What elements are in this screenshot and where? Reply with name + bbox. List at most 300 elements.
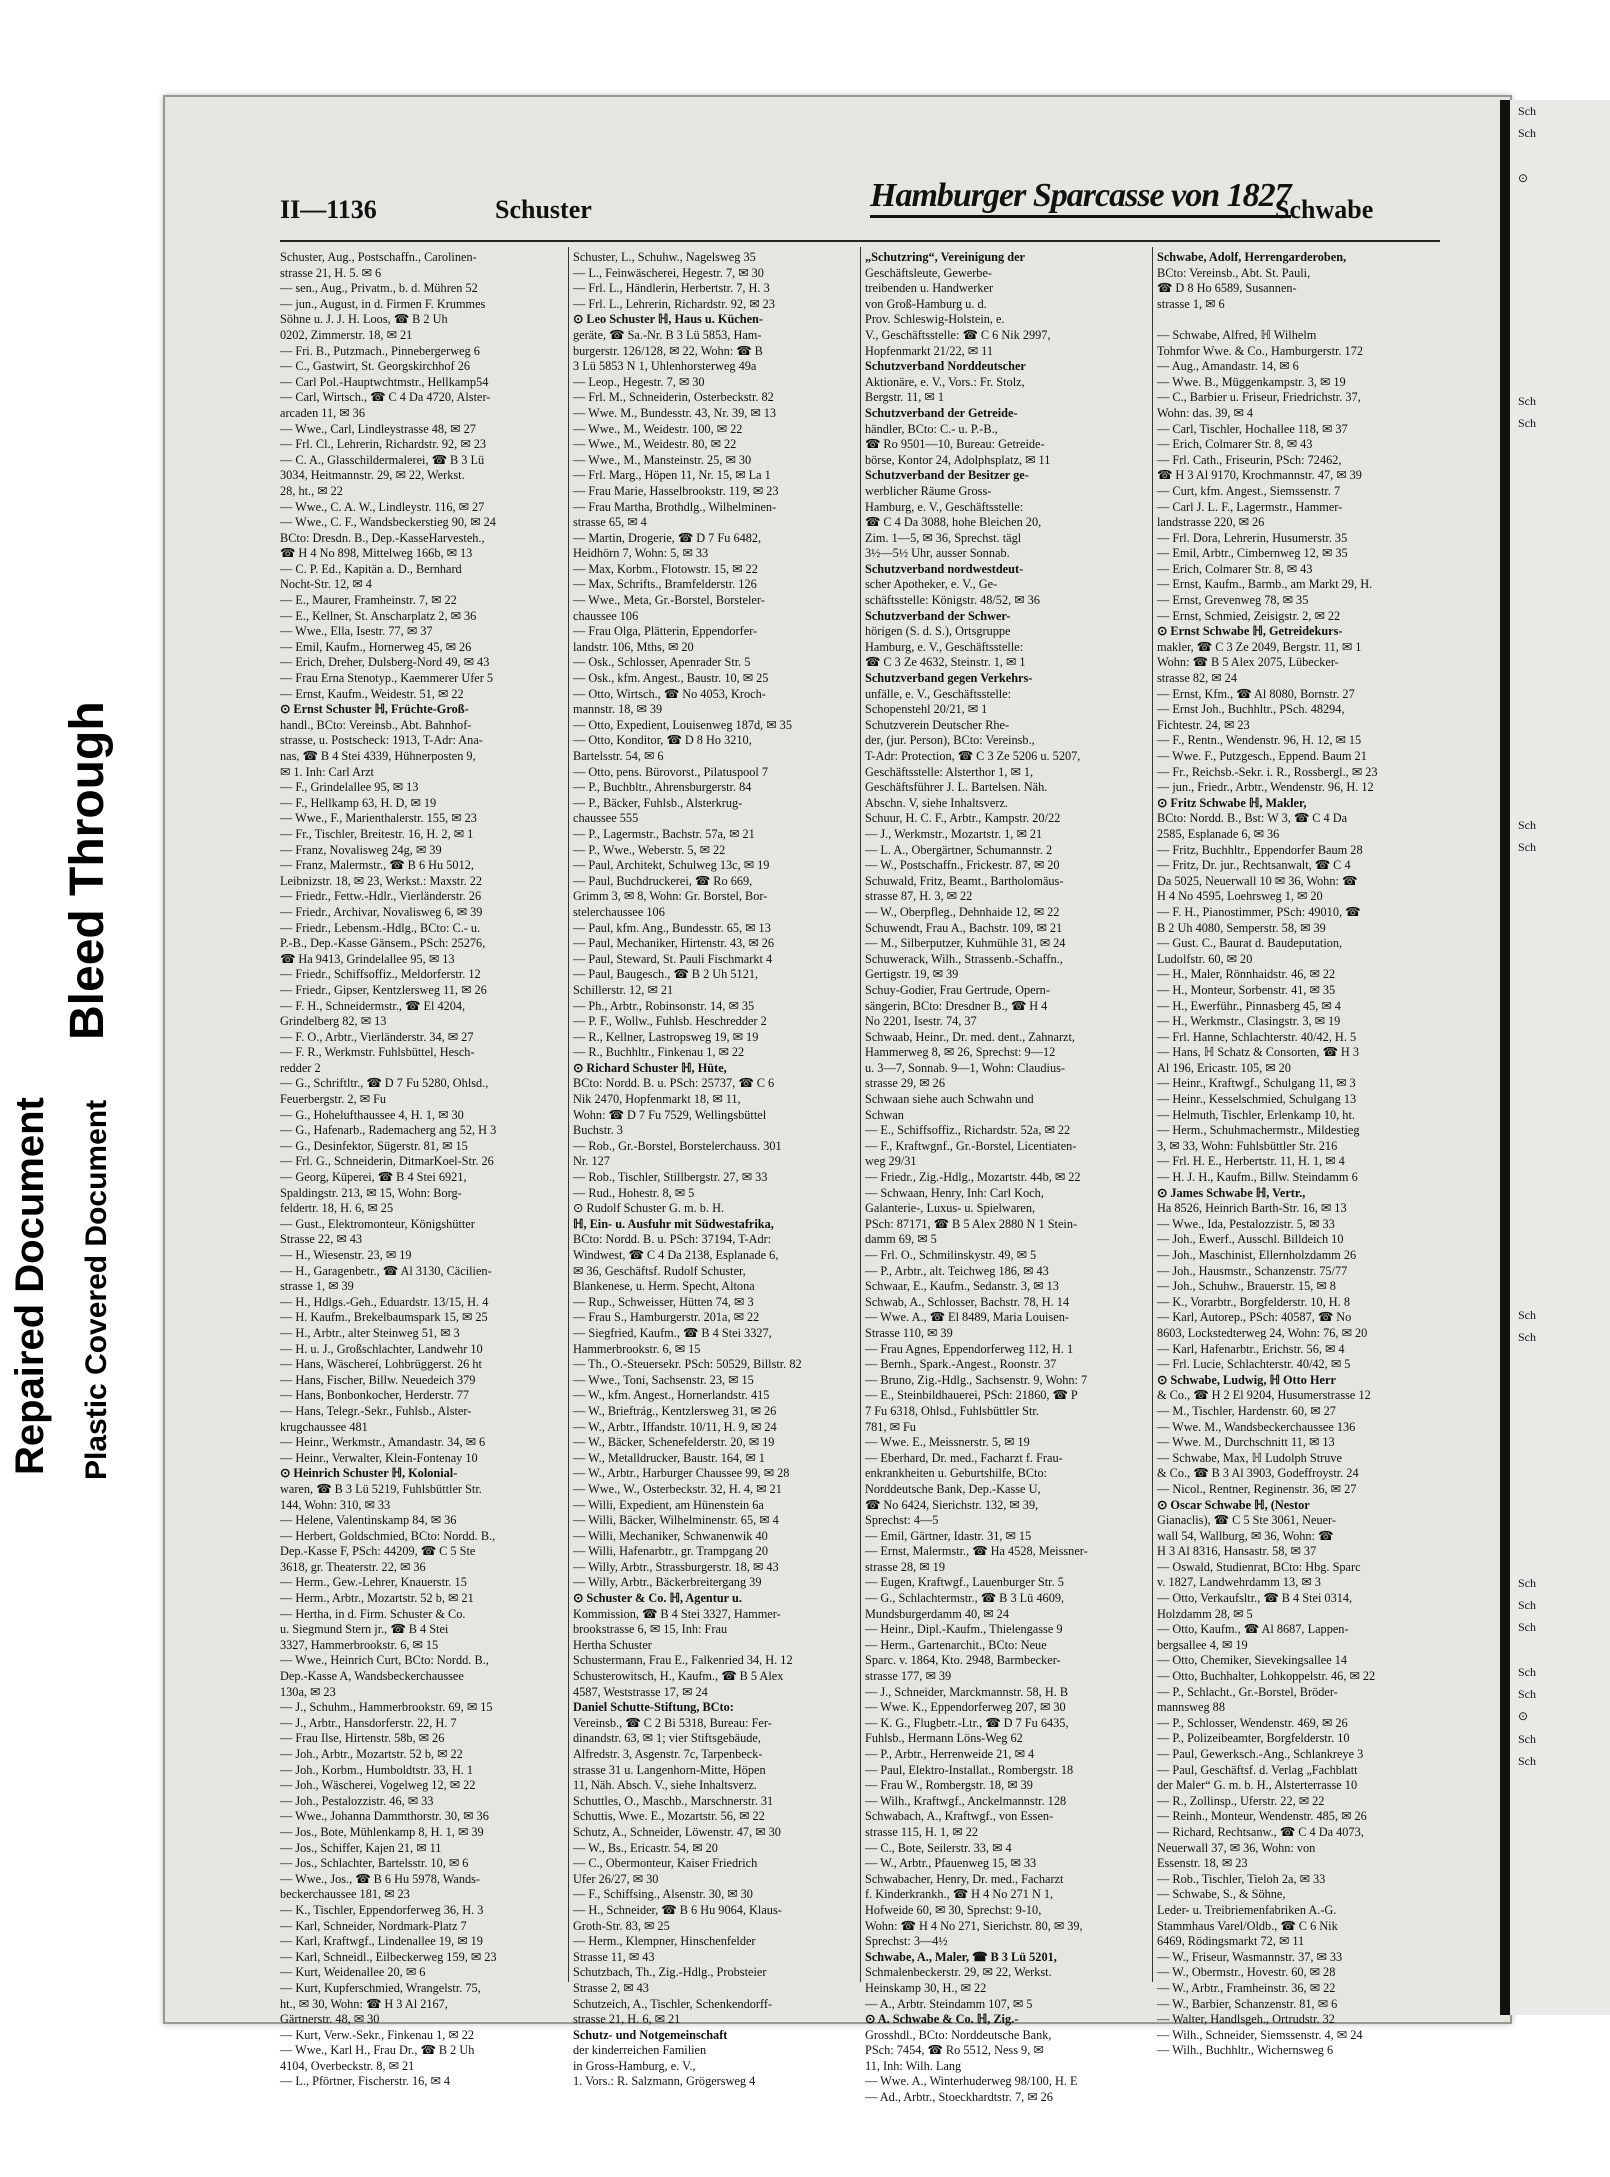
entry-line: — Wilh., Buchhltr., Wichernsweg 6: [1157, 2043, 1334, 2058]
entry-line: — P. F., Wollw., Fuhlsb. Heschredder 2: [573, 1014, 767, 1029]
adjacent-page-fragment: [1510, 747, 1610, 769]
column-divider: [860, 247, 861, 1982]
entry-line: — Frau Marie, Hasselbrookstr. 119, ✉ 23: [573, 483, 779, 498]
adjacent-page-fragment: ⊙: [1518, 1709, 1529, 1724]
adjacent-page-fragment: [1510, 568, 1610, 590]
entry-line: redder 2: [280, 1060, 321, 1075]
entry-line: u. Siegmund Stern jr., ☎ B 4 Stei: [280, 1622, 449, 1637]
adjacent-page-fragment: [1510, 992, 1610, 1014]
entry-line: — C., Obermonteur, Kaiser Friedrich: [573, 1856, 758, 1871]
entry-line: — Friedr., Fettw.-Hdlr., Vierländerstr. 26: [280, 889, 482, 904]
adjacent-page-fragment: Sch: [1518, 393, 1536, 408]
entry-line: waren, ☎ B 3 Lü 5219, Fuhlsbüttler Str.: [280, 1481, 482, 1496]
entry-line: — Martin, Drogerie, ☎ D 7 Fu 6482,: [573, 530, 762, 545]
entry-line: Bartelsstr. 54, ✉ 6: [573, 749, 664, 763]
entry-line: — A., Arbtr. Steindamm 107, ✉ 5: [865, 1996, 1033, 2011]
entry-line: — Rob., Tischler, Tieloh 2a, ✉ 33: [1157, 1871, 1326, 1886]
entry-line: — F., Rentn., Wendenstr. 96, H. 12, ✉ 15: [1157, 733, 1362, 748]
entry-line: — Gust., Elektromonteur, Königshütter: [280, 1216, 475, 1231]
entry-line: hörigen (S. d. S.), Ortsgruppe: [865, 624, 1011, 639]
entry-line: weg 29/31: [865, 1154, 917, 1169]
entry-line: — Wwe., Ida, Pestalozzistr. 5, ✉ 33: [1157, 1216, 1335, 1231]
adjacent-page-fragment: [1510, 1438, 1610, 1460]
entry-line: — Wwe., Carl, Lindleystrasse 48, ✉ 27: [280, 421, 476, 436]
entry-line: — H., Monteur, Sorbenstr. 41, ✉ 35: [1157, 982, 1336, 997]
entry-line: ⊙ Leo Schuster ℍ, Haus u. Küchen-: [573, 312, 763, 327]
entry-line: Hofweide 60, ✉ 30, Sprechst: 9-10,: [865, 1902, 1042, 1917]
entry-line: — Ernst, Kfm., ☎ Al 8080, Bornstr. 27: [1157, 686, 1355, 701]
entry-line: — Wwe., Johanna Dammthorstr. 30, ✉ 36: [280, 1809, 489, 1824]
entry-line: ⊙ Richard Schuster ℍ, Hüte,: [573, 1060, 727, 1075]
entry-line: — Eberhard, Dr. med., Facharzt f. Frau-: [865, 1450, 1063, 1465]
entry-line: — Willy, Arbtr., Bäckerbreitergang 39: [573, 1575, 762, 1590]
entry-line: 2585, Esplanade 6, ✉ 36: [1157, 826, 1280, 841]
entry-line: — Otto, Buchhalter, Lohkoppelstr. 46, ✉ 22: [1157, 1669, 1376, 1684]
adjacent-page-fragment: [1510, 702, 1610, 724]
entry-line: der kinderreichen Familien: [573, 2043, 707, 2058]
entry-line: — G., Desinfektor, Sügerstr. 81, ✉ 15: [280, 1138, 468, 1153]
entry-line: H 3 Al 8316, Hansastr. 58, ✉ 37: [1157, 1544, 1317, 1559]
entry-line: — H. J. H., Kaufm., Billw. Steindamm 6: [1157, 1170, 1358, 1185]
entry-line: — Wwe., C. A. W., Lindleystr. 116, ✉ 27: [280, 499, 485, 514]
entry-line: — P., Buchbltr., Ahrensburgerstr. 84: [573, 780, 752, 795]
entry-line: 3618, gr. Theaterstr. 22, ✉ 36: [280, 1559, 426, 1574]
entry-line: mannstr. 18, ✉ 39: [573, 702, 663, 717]
entry-line: 3034, Heitmannstr. 29, ✉ 22, Werkst.: [280, 468, 465, 483]
entry-line: ☎ Ha 9413, Grindelallee 95, ✉ 13: [280, 951, 455, 966]
entry-line: — C., Bote, Seilerstr. 33, ✉ 4: [865, 1840, 1012, 1855]
entry-line: Schutzverein Deutscher Rhe-: [865, 717, 1010, 732]
entry-line: ⊙ Rudolf Schuster G. m. b. H.: [573, 1201, 725, 1216]
entry-line: krugchaussee 481: [280, 1419, 368, 1434]
entry-line: Schwan: [865, 1107, 904, 1122]
entry-line: — Kurt, Verw.-Sekr., Finkenau 1, ✉ 22: [280, 2027, 475, 2042]
adjacent-page-fragment: [1510, 524, 1610, 546]
entry-line: Essenstr. 18, ✉ 23: [1157, 1856, 1248, 1871]
entry-line: 4587, Weststrasse 17, ✉ 24: [573, 1684, 708, 1699]
adjacent-page-fragment: [1510, 769, 1610, 791]
entry-line: — G., Schriftltr., ☎ D 7 Fu 5280, Ohlsd.,: [280, 1076, 489, 1091]
entry-line: — Paul, Architekt, Schulweg 13c, ✉ 19: [573, 858, 770, 873]
entry-line: — Wwe. M., Bundesstr. 43, Nr. 39, ✉ 13: [573, 405, 777, 420]
entry-line: Grosshdl., BCto: Norddeutsche Bank,: [865, 2027, 1052, 2042]
adjacent-page-fragment: [1510, 635, 1610, 657]
entry-line: — Frl. Dora, Lehrerin, Husumerstr. 35: [1157, 530, 1348, 545]
entry-line: — Willi, Bäcker, Wilhelminenstr. 65, ✉ 4: [573, 1513, 779, 1528]
entry-line: — Max, Schrifts., Bramfelderstr. 126: [573, 577, 757, 592]
entry-line: — Otto, Wirtsch., ☎ No 4053, Kroch-: [573, 686, 766, 701]
entry-line: Mundsburgerdamm 40, ✉ 24: [865, 1606, 1009, 1621]
entry-line: 28, ht., ✉ 22: [280, 483, 343, 498]
entry-line: strasse 1, ✉ 39: [280, 1279, 354, 1294]
entry-line: damm 69, ✉ 5: [865, 1232, 937, 1247]
entry-line: Ufer 26/27, ✉ 30: [573, 1871, 659, 1886]
entry-line: [1157, 312, 1439, 328]
entry-line: — C. A., Glasschildermalerei, ☎ B 3 Lü: [280, 452, 485, 467]
entry-line: Schutzverband Norddeutscher: [865, 359, 1026, 374]
entry-line: — F. O., Arbtr., Vierländerstr. 34, ✉ 27: [280, 1029, 474, 1044]
adjacent-page-fragment: [1510, 501, 1610, 523]
entry-line: — sen., Aug., Privatm., b. d. Mühren 52: [280, 281, 478, 296]
adjacent-page-fragment: [1510, 1371, 1610, 1393]
entry-line: — W., Oberpfleg., Dehnhaide 12, ✉ 22: [865, 904, 1060, 919]
entry-line: burgerstr. 126/128, ✉ 22, Wohn: ☎ B: [573, 343, 763, 358]
entry-line: — F., Hellkamp 63, H. D, ✉ 19: [280, 795, 437, 810]
entry-line: — Frl. G., Schneiderin, DitmarKoel-Str. 26: [280, 1154, 494, 1169]
entry-line: — Carl J. L. F., Lagermstr., Hammer-: [1157, 499, 1343, 514]
entry-line: — K., Vorarbtr., Borgfelderstr. 10, H. 8: [1157, 1294, 1350, 1309]
entry-line: — Wwe., F., Marienthalerstr. 155, ✉ 23: [280, 811, 477, 826]
entry-line: Leder- u. Treibriemenfabriken A.-G.: [1157, 1902, 1337, 1917]
entry-line: — Emil, Gärtner, Idastr. 31, ✉ 15: [865, 1528, 1032, 1543]
entry-line: ⊙ Ernst Schwabe ℍ, Getreidekurs-: [1157, 624, 1343, 639]
entry-line: wall 54, Wallburg, ✉ 36, Wohn: ☎: [1157, 1528, 1334, 1543]
adjacent-page-fragment: [1510, 970, 1610, 992]
entry-line: — Nicol., Rentner, Reginenstr. 36, ✉ 27: [1157, 1481, 1357, 1496]
adjacent-page-fragment: [1510, 1126, 1610, 1148]
entry-line: Ha 8526, Heinrich Barth-Str. 16, ✉ 13: [1157, 1201, 1347, 1216]
entry-line: — Frl. L., Händlerin, Herbertstr. 7, H. 3: [573, 281, 770, 296]
entry-line: B 2 Uh 4080, Semperstr. 58, ✉ 39: [1157, 920, 1326, 935]
entry-line: 781, ✉ Fu: [865, 1419, 916, 1434]
entry-line: strasse 65, ✉ 4: [573, 515, 647, 530]
entry-line: — Jos., Schlachter, Bartelsstr. 10, ✉ 6: [280, 1856, 469, 1871]
adjacent-page-fragment: [1510, 1505, 1610, 1527]
entry-line: — Fritz, Dr. jur., Rechtsanwalt, ☎ C 4: [1157, 858, 1351, 873]
entry-line: — J., Arbtr., Hansdorferstr. 22, H. 7: [280, 1715, 457, 1730]
entry-line: Hamburg, e. V., Geschäftsstelle:: [865, 499, 1024, 514]
entry-line: Schwabe, A., Maler, ☎ B 3 Lü 5201,: [865, 1949, 1057, 1964]
entry-line: — Rob., Tischler, Stillbergstr. 27, ✉ 33: [573, 1170, 768, 1185]
entry-line: — F. H., Pianostimmer, PSch: 49010, ☎: [1157, 904, 1361, 919]
entry-line: ☎ H 3 Al 9170, Krochmannstr. 47, ✉ 39: [1157, 468, 1362, 483]
entry-line: — Franz, Novalisweg 24g, ✉ 39: [280, 842, 442, 857]
entry-line: 3, ✉ 33, Wohn: Fuhlsbüttler Str. 216: [1157, 1138, 1338, 1153]
entry-line: Nocht-Str. 12, ✉ 4: [280, 577, 372, 592]
entry-line: — Wwe., M., Mansteinstr. 25, ✉ 30: [573, 452, 752, 467]
entry-line: — P., Polizeibeamter, Borgfelderstr. 10: [1157, 1731, 1350, 1746]
entry-line: Sprechst: 3—4½: [865, 1934, 948, 1949]
entry-line: Schuwald, Fritz, Beamt., Bartholomäus-: [865, 873, 1064, 888]
entry-line: v. 1827, Landwehrdamm 13, ✉ 3: [1157, 1575, 1321, 1590]
entry-line: — Carl, Wirtsch., ☎ C 4 Da 4720, Alster-: [280, 390, 491, 405]
adjacent-page-fragment: [1510, 724, 1610, 746]
entry-line: — jun., August, in d. Firmen F. Krummes: [280, 296, 486, 311]
entry-line: Spaldingstr. 213, ✉ 15, Wohn: Borg-: [280, 1185, 462, 1200]
entry-line: — W., Arbtr., Framheinstr. 36, ✉ 22: [1157, 1980, 1336, 1995]
entry-line: f. Kinderkrankh., ☎ H 4 No 271 N 1,: [865, 1887, 1054, 1902]
entry-line: — Wwe., M., Weidestr. 100, ✉ 22: [573, 421, 743, 436]
entry-line: — W., Barbier, Schanzenstr. 81, ✉ 6: [1157, 1996, 1338, 2011]
entry-line: Schutzverband nordwestdeut-: [865, 561, 1024, 576]
entry-line: — Wilh., Kraftwgf., Anckelmannstr. 128: [865, 1793, 1067, 1808]
entry-line: geräte, ☎ Sa.-Nr. B 3 Lü 5853, Ham-: [573, 327, 762, 342]
entry-line: Dep.-Kasse A, Wandsbeckerchaussee: [280, 1669, 464, 1684]
entry-line: — Ernst, Kaufm., Weidestr. 51, ✉ 22: [280, 686, 464, 701]
entry-line: 8603, Lockstedterweg 24, Wohn: 76, ✉ 20: [1157, 1325, 1368, 1340]
entry-line: Fichtestr. 24, ✉ 23: [1157, 717, 1250, 732]
entry-line: — Otto, Verkaufsltr., ☎ B 4 Stei 0314,: [1157, 1591, 1353, 1606]
entry-line: Schutz, A., Schneider, Löwenstr. 47, ✉ 30: [573, 1824, 781, 1839]
entry-line: — Joh., Maschinist, Ellernholzdamm 26: [1157, 1248, 1357, 1262]
entry-line: werblicher Räume Gross-: [865, 483, 992, 498]
entry-line: — F. H., Schneidermstr., ☎ El 4204,: [280, 998, 466, 1013]
adjacent-page-fragment: [1510, 1282, 1610, 1304]
entry-line: Geschäftsführer J. L. Bartelsen. Näh.: [865, 780, 1048, 795]
entry-line: strasse 28, ✉ 19: [865, 1559, 945, 1574]
entry-line: — Helmuth, Tischler, Erlenkamp 10, ht.: [1157, 1107, 1355, 1122]
entry-line: — H., Ewerführ., Pinnasberg 45, ✉ 4: [1157, 998, 1341, 1013]
entry-line: — H., Hdlgs.-Geh., Eduardstr. 13/15, H. 4: [280, 1294, 489, 1309]
entry-line: — H., Wiesenstr. 23, ✉ 19: [280, 1248, 412, 1262]
entry-line: — R., Kellner, Lastropsweg 19, ✉ 19: [573, 1029, 759, 1044]
entry-line: strasse 31 u. Langenhorn-Mitte, Höpen: [573, 1762, 766, 1777]
entry-line: — Schwaan, Henry, Inh: Carl Koch,: [865, 1185, 1044, 1200]
entry-line: — Wwe., Heinrich Curt, BCto: Nordd. B.,: [280, 1653, 489, 1668]
entry-line: — P., Schlosser, Wendenstr. 469, ✉ 26: [1157, 1715, 1348, 1730]
entry-line: — L., Feinwäscherei, Hegestr. 7, ✉ 30: [573, 265, 764, 280]
entry-line: — Frau Ilse, Hirtenstr. 58b, ✉ 26: [280, 1731, 445, 1746]
entry-line: beckerchaussee 181, ✉ 23: [280, 1887, 410, 1902]
entry-line: — W., Arbtr., Harburger Chaussee 99, ✉ 28: [573, 1466, 790, 1481]
sparcasse-logo: Hamburger Sparcasse von 1827: [870, 177, 1291, 218]
entry-line: No 2201, Isestr. 74, 37: [865, 1014, 977, 1029]
entry-line: Schutzverband gegen Verkehrs-: [865, 671, 1033, 686]
adjacent-page-fragment: [1510, 1215, 1610, 1237]
entry-line: 11, Näh. Absch. V., siehe Inhaltsverz.: [573, 1778, 757, 1793]
adjacent-page-fragment: ⊙: [1518, 170, 1529, 185]
entry-line: Hammerweg 8, ✉ 26, Sprechst: 9—12: [865, 1045, 1056, 1060]
entry-line: — Paul, kfm. Ang., Bundesstr. 65, ✉ 13: [573, 920, 771, 935]
entry-line: ☎ H 4 No 898, Mittelweg 166b, ✉ 13: [280, 546, 473, 561]
entry-line: 144, Wohn: 310, ✉ 33: [280, 1497, 391, 1512]
entry-line: V., Geschäftsstelle: ☎ C 6 Nik 2997,: [865, 327, 1051, 342]
entry-line: — Karl, Kraftwgf., Lindenallee 19, ✉ 19: [280, 1934, 483, 1949]
entry-line: — Reinh., Monteur, Wendenstr. 485, ✉ 26: [1157, 1809, 1367, 1824]
entry-line: chaussee 555: [573, 811, 639, 826]
entry-line: — K., Tischler, Eppendorferweg 36, H. 3: [280, 1902, 484, 1917]
entry-line: 0202, Zimmerstr. 18, ✉ 21: [280, 327, 413, 342]
entry-line: Buchstr. 3: [573, 1123, 623, 1138]
entry-line: Leibnizstr. 18, ✉ 23, Werkst.: Maxstr. 22: [280, 873, 483, 888]
entry-line: — Joh., Hausmstr., Schanzenstr. 75/77: [1157, 1263, 1348, 1278]
adjacent-page-fragment: Sch: [1518, 1664, 1536, 1679]
entry-line: — Osk., kfm. Angest., Baustr. 10, ✉ 25: [573, 671, 769, 686]
entry-line: Norddeutsche Bank, Dep.-Kasse U,: [865, 1481, 1041, 1496]
entry-line: — Max, Korbm., Flotowstr. 15, ✉ 22: [573, 561, 758, 576]
entry-line: — Jos., Schiffer, Kajen 21, ✉ 11: [280, 1840, 442, 1855]
entry-line: Schwabacher, Henry, Dr. med., Facharzt: [865, 1871, 1064, 1886]
entry-line: Strasse 2, ✉ 43: [573, 1980, 649, 1995]
entry-line: strasse 29, ✉ 26: [865, 1076, 945, 1091]
page-header: [280, 177, 1425, 237]
entry-line: Söhne u. J. J. H. Loos, ☎ B 2 Uh: [280, 312, 448, 327]
entry-line: — Emil, Kaufm., Hornerweg 45, ✉ 26: [280, 639, 472, 654]
entry-line: BCto: Nordd. B., Bst: W 3, ☎ C 4 Da: [1157, 811, 1348, 826]
adjacent-page-fragment: [1510, 434, 1610, 456]
entry-line: — Ph., Arbtr., Robinsonstr. 14, ✉ 35: [573, 998, 755, 1013]
adjacent-page-fragment: [1510, 903, 1610, 925]
adjacent-page-fragment: Sch: [1518, 126, 1536, 141]
entry-line: — W., Arbtr., Iffandstr. 10/11, H. 9, ✉ 24: [573, 1419, 777, 1434]
entry-line: ℍ, Ein- u. Ausfuhr mit Südwestafrika,: [573, 1216, 774, 1231]
entry-line: — Frl. H. E., Herbertstr. 11, H. 1, ✉ 4: [1157, 1154, 1345, 1169]
column-2: [573, 250, 855, 2089]
entry-line: landstr. 106, Mths, ✉ 20: [573, 639, 694, 654]
entry-line: — H. Kaufm., Brekelbaumspark 15, ✉ 25: [280, 1310, 488, 1325]
header-first-entry: Schuster: [495, 195, 592, 224]
adjacent-page-fragment: [1510, 301, 1610, 323]
entry-line: Schutzeich, A., Tischler, Schenkendorff-: [573, 1996, 773, 2011]
entry-line: Dep.-Kasse F, PSch: 44209, ☎ C 5 Ste: [280, 1544, 476, 1559]
entry-line: — Hans, Wäschereí, Lohbrüggerst. 26 ht: [280, 1357, 482, 1372]
adjacent-page-fragment: [1510, 1081, 1610, 1103]
entry-line: 3327, Hammerbrookstr. 6, ✉ 15: [280, 1637, 439, 1652]
entry-line: — Friedr., Lebensm.-Hdlg., BCto: C.- u.: [280, 920, 481, 935]
entry-line: — Helene, Valentinskamp 84, ✉ 36: [280, 1513, 457, 1528]
adjacent-page-fragment: Sch: [1518, 104, 1536, 118]
entry-line: — Ad., Arbtr., Stoeckhardtstr. 7, ✉ 26: [865, 2090, 1053, 2105]
entry-line: — Joh., Wäscherei, Vogelweg 12, ✉ 22: [280, 1778, 476, 1793]
entry-line: — Frl. Marg., Höpen 11, Nr. 15, ✉ La 1: [573, 468, 771, 483]
entry-line: — Curt, kfm. Angest., Siemssenstr. 7: [1157, 483, 1341, 498]
entry-line: arcaden 11, ✉ 36: [280, 405, 365, 420]
entry-line: Strasse 11, ✉ 43: [573, 1949, 655, 1964]
entry-line: — Frl. Hanne, Schlachterstr. 40/42, H. 5: [1157, 1029, 1357, 1044]
entry-line: — Hans, ℍ Schatz & Consorten, ☎ H 3: [1157, 1045, 1359, 1060]
entry-line: — Ernst Joh., Buchhltr., PSch. 48294,: [1157, 702, 1345, 717]
adjacent-page-fragment: [1510, 145, 1610, 167]
adjacent-page-fragment: Sch: [1518, 1620, 1536, 1635]
entry-line: — Fri. B., Putzmach., Pinnebergerweg 6: [280, 343, 480, 358]
entry-line: Bergstr. 11, ✉ 1: [865, 390, 944, 405]
entry-line: — Siegfried, Kaufm., ☎ B 4 Stei 3327,: [573, 1325, 772, 1340]
entry-line: Windwest, ☎ C 4 Da 2138, Esplanade 6,: [573, 1248, 779, 1262]
entry-line: 4104, Overbeckstr. 8, ✉ 21: [280, 2058, 415, 2073]
entry-line: — Friedr., Zig.-Hdlg., Mozartstr. 44b, ✉ 22: [865, 1170, 1081, 1185]
entry-line: unfälle, e. V., Geschäftsstelle:: [865, 686, 1012, 701]
entry-line: — Frl. Cl., Lehrerin, Richardstr. 92, ✉ 23: [280, 437, 487, 452]
entry-line: Wohn: ☎ D 7 Fu 7529, Wellingsbüttel: [573, 1107, 767, 1122]
entry-line: Ludolfstr. 60, ✉ 20: [1157, 951, 1253, 966]
entry-line: Nr. 127: [573, 1154, 610, 1169]
column-divider: [568, 247, 569, 1982]
entry-line: — Wwe. E., Meissnerstr. 5, ✉ 19: [865, 1435, 1030, 1450]
entry-line: — Ernst, Kaufm., Barmb., am Markt 29, H.: [1157, 577, 1373, 592]
adjacent-page-fragment: [1510, 1549, 1610, 1571]
entry-line: 1. Vors.: R. Salzmann, Grögersweg 4: [573, 2074, 756, 2089]
entry-line: Hamburg, e. V., Geschäftsstelle:: [865, 639, 1024, 654]
adjacent-page-fragment: [1510, 1349, 1610, 1371]
entry-line: — Frl. Lucie, Schlachterstr. 40/42, ✉ 5: [1157, 1357, 1351, 1372]
entry-line: Hammerbrookstr. 6, ✉ 15: [573, 1341, 701, 1356]
entry-line: — Paul, Gewerksch.-Ang., Schlankreye 3: [1157, 1747, 1364, 1761]
entry-line: — Herm., Klempner, Hinschenfelder: [573, 1934, 756, 1949]
entry-line: — Wwe., C. F., Wandsbeckerstieg 90, ✉ 24: [280, 515, 496, 530]
entry-line: — Paul, Steward, St. Pauli Fischmarkt 4: [573, 951, 773, 966]
entry-line: — C., Gastwirt, St. Georgskirchhof 26: [280, 359, 471, 374]
entry-line: — Emil, Arbtr., Cimbernweg 12, ✉ 35: [1157, 546, 1348, 561]
entry-line: — Rup., Schweisser, Hütten 74, ✉ 3: [573, 1294, 754, 1309]
entry-line: — Joh., Korbm., Humboldtstr. 33, H. 1: [280, 1762, 473, 1777]
entry-line: — Joh., Pestalozzistr. 46, ✉ 33: [280, 1793, 434, 1808]
entry-line: — Otto, Expedient, Louisenweg 187d, ✉ 35: [573, 717, 792, 732]
entry-line: — Wwe. M., Durchschnitt 11, ✉ 13: [1157, 1435, 1335, 1450]
column-1: [280, 250, 562, 2089]
page-number: II—1136: [280, 195, 377, 224]
entry-line: Blankenese, u. Herm. Specht, Altona: [573, 1279, 755, 1294]
adjacent-page-fragment: Sch: [1518, 1308, 1536, 1323]
entry-line: BCto: Vereinsb., Abt. St. Pauli,: [1157, 265, 1311, 280]
entry-line: scher Apotheker, e. V., Ge-: [865, 577, 998, 592]
entry-line: — Otto, Konditor, ☎ D 8 Ho 3210,: [573, 733, 752, 748]
entry-line: — Frau S., Hamburgerstr. 201a, ✉ 22: [573, 1310, 760, 1325]
adjacent-page-edge: [1500, 100, 1610, 2015]
adjacent-page-fragment: [1510, 1103, 1610, 1125]
entry-line: ⊙ Schwabe, Ludwig, ℍ Otto Herr: [1157, 1372, 1336, 1387]
entry-line: — Karl, Schneider, Nordmark-Platz 7: [280, 1918, 467, 1933]
entry-line: — Eugen, Kraftwgf., Lauenburger Str. 5: [865, 1575, 1064, 1590]
entry-line: — Th., O.-Steuersekr. PSch: 50529, Billstr. 82: [573, 1357, 802, 1372]
adjacent-page-fragment: [1510, 211, 1610, 233]
entry-line: — J., Werkmstr., Mozartstr. 1, ✉ 21: [865, 826, 1043, 841]
entry-line: — Bernh., Spark.-Angest., Roonstr. 37: [865, 1357, 1057, 1372]
entry-line: — Wwe. K., Eppendorferweg 207, ✉ 30: [865, 1700, 1066, 1715]
entry-line: — Wwe., Ella, Isestr. 77, ✉ 37: [280, 624, 433, 639]
entry-line: — M., Tischler, Hardenstr. 60, ✉ 27: [1157, 1403, 1336, 1418]
entry-line: — L., Pförtner, Fischerstr. 16, ✉ 4: [280, 2074, 450, 2089]
entry-line: feldertr. 18, H. 6, ✉ 25: [280, 1201, 394, 1216]
entry-line: Schuwerack, Wilh., Strassenb.-Schaffn.,: [865, 951, 1063, 966]
entry-line: — Fritz, Buchhltr., Eppendorfer Baum 28: [1157, 842, 1363, 857]
entry-line: makler, ☎ C 3 Ze 2049, Bergstr. 11, ✉ 1: [1157, 639, 1362, 654]
header-last-entry: Schwabe: [1275, 195, 1374, 224]
entry-line: Schopenstehl 20/21, ✉ 1: [865, 702, 988, 717]
entry-line: Stammhaus Varel/Oldb., ☎ C 6 Nik: [1157, 1918, 1338, 1933]
entry-line: stelerchaussee 106: [573, 904, 665, 919]
entry-line: — E., Maurer, Framheinstr. 7, ✉ 22: [280, 593, 457, 608]
header-rule: [280, 240, 1440, 242]
entry-line: ⊙ James Schwabe ℍ, Vertr.,: [1157, 1185, 1306, 1200]
entry-line: — Walter, Handlsgeh., Ortrudstr. 32: [1157, 2012, 1335, 2027]
adjacent-page-fragment: Sch: [1518, 1731, 1536, 1746]
entry-line: in Gross-Hamburg, e. V.,: [573, 2058, 696, 2073]
adjacent-page-fragment: [1510, 1059, 1610, 1081]
entry-line: — Wwe. F., Putzgesch., Eppend. Baum 21: [1157, 749, 1367, 763]
entry-line: ⊙ Schuster & Co. ℍ, Agentur u.: [573, 1591, 742, 1606]
entry-line: — Wwe. A., Winterhuderweg 98/100, H. E: [865, 2074, 1078, 2089]
entry-line: ☎ Ro 9501—10, Bureau: Getreide-: [865, 437, 1045, 452]
entry-line: Daniel Schutte-Stiftung, BCto:: [573, 1700, 734, 1715]
adjacent-page-fragment: [1510, 189, 1610, 211]
entry-line: — Otto, Kaufm., ☎ Al 8687, Lappen-: [1157, 1622, 1349, 1637]
entry-line: — jun., Friedr., Arbtr., Wendenstr. 96, H. 12: [1157, 780, 1374, 795]
entry-line: — E., Steinbildhauerei, PSch: 21860, ☎ P: [865, 1388, 1078, 1403]
entry-line: Heinskamp 30, H., ✉ 22: [865, 1980, 987, 1995]
entry-line: — Bruno, Zig.-Hdlg., Sachsenstr. 9, Wohn: 7: [865, 1372, 1088, 1387]
entry-line: — Friedr., Schiffsoffiz., Meldorferstr. 12: [280, 967, 481, 982]
entry-line: — H., Garagenbetr., ☎ Al 3130, Cäcilien-: [280, 1263, 492, 1278]
entry-line: strasse 87, H. 3, ✉ 22: [865, 889, 973, 904]
entry-line: Schwaab, Heinr., Dr. med. dent., Zahnarzt,: [865, 1029, 1076, 1044]
entry-line: — Wwe., W., Osterbeckstr. 32, H. 4, ✉ 21: [573, 1481, 782, 1496]
entry-line: — H., Arbtr., alter Steinweg 51, ✉ 3: [280, 1325, 460, 1340]
entry-line: Abschn. V, siehe Inhaltsverz.: [865, 795, 1008, 810]
entry-line: ☎ C 4 Da 3088, hohe Bleichen 20,: [865, 515, 1042, 530]
column-3: [865, 250, 1147, 2105]
entry-line: — W., Obermstr., Hovestr. 60, ✉ 28: [1157, 1965, 1336, 1980]
entry-line: strasse 115, H. 1, ✉ 22: [865, 1824, 978, 1839]
